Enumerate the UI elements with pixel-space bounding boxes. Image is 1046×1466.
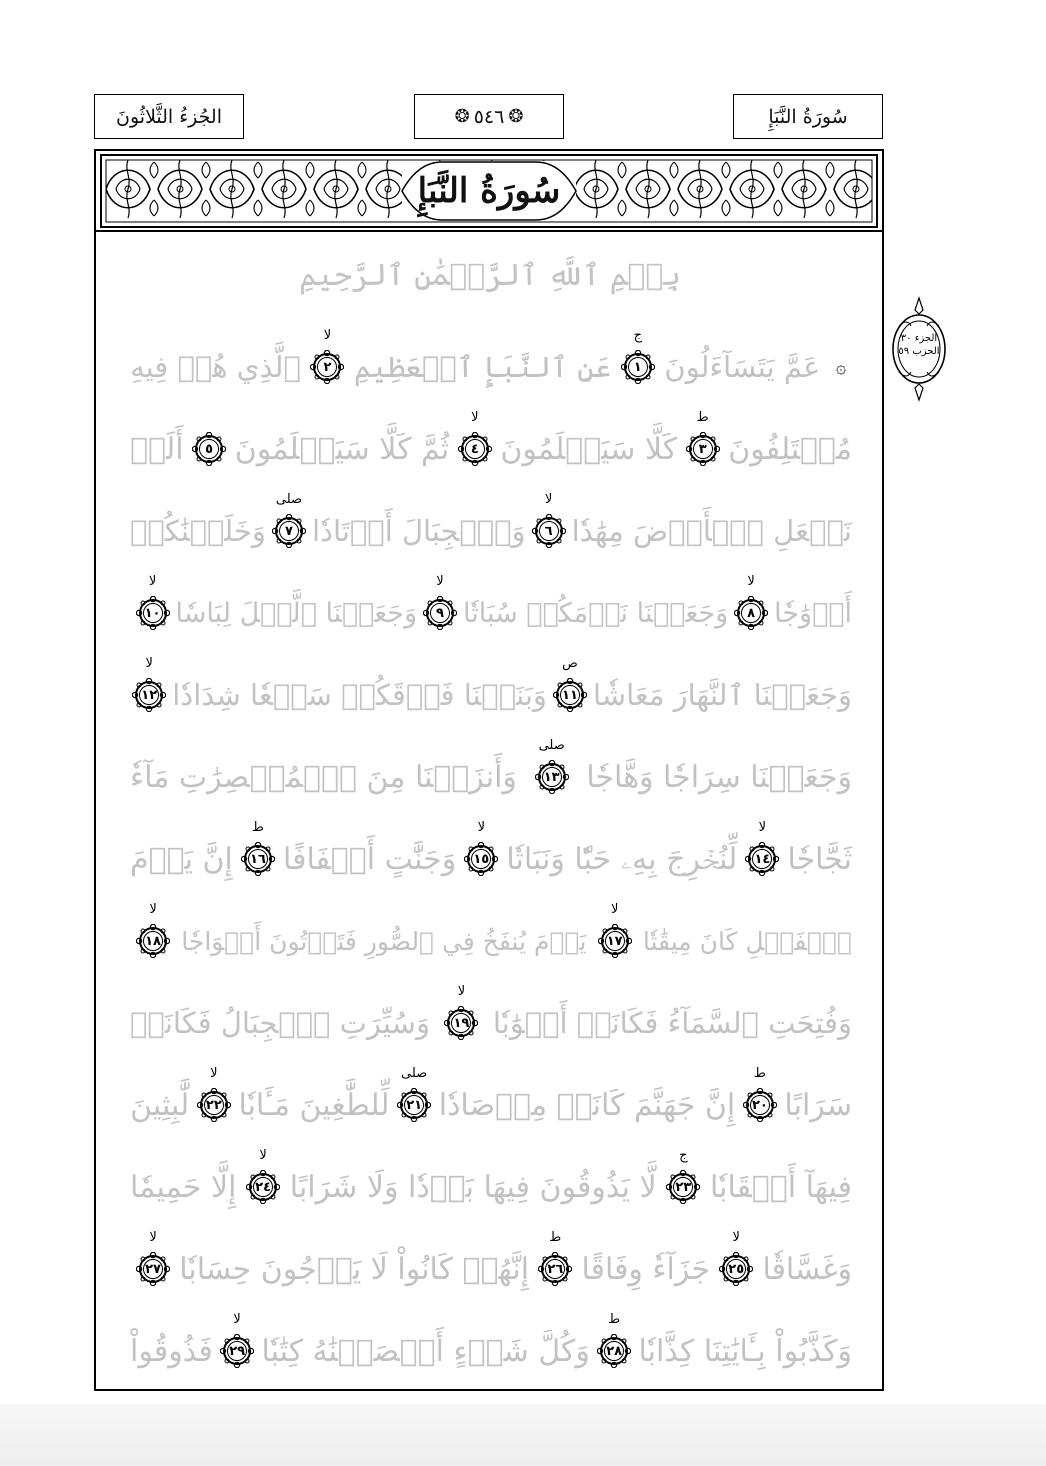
verse-text: وَكَذَّبُواْ بِـَٔايَٰتِنَا كِذَّابٗا [638,1333,852,1369]
verse-text: وَجَعَلۡنَا ٱلَّيۡلَ لِبَاسٗا [175,597,417,629]
waqf-sign: لا [148,574,157,589]
verse-text: يَوۡمَ يُنفَخُ فِي ٱلصُّورِ فَتَأۡتُونَ أَفۡوَاجٗا [181,926,587,956]
verse-lines [130,326,852,1392]
ayah-marker [423,574,457,630]
hizb-start-icon: ۞ [835,356,847,378]
page-number: ٥٤٦ [473,105,505,128]
waqf-sign: ط [549,1230,562,1245]
verse-line [130,1064,852,1146]
verse-text: كَلَّا سَيَعۡلَمُونَ [500,431,678,467]
ayah-marker [745,820,779,876]
ayah-number: ١٧ [606,933,623,949]
ayah-number: ٧ [285,523,293,539]
ayah-marker [246,1148,280,1204]
ayah-marker [397,1066,431,1122]
verse-text: أَزۡوَٰجٗا [774,597,852,629]
verse-line [130,1146,852,1228]
ayah-marker [197,1066,231,1122]
verse-text: لَّٰبِثِينَ [130,1087,190,1123]
ayah-marker [597,1312,631,1368]
waqf-sign: لا [149,1230,157,1245]
waqf-sign: صلى [275,492,303,507]
ayah-number: ١٨ [145,933,161,949]
basmala: بِسۡمِ ٱللَّهِ ٱلرَّحۡمَٰنِ ٱلرَّحِيمِ [299,257,681,293]
ayah-marker [192,432,226,466]
banner-divider [96,230,882,232]
ayah-number: ٢٨ [606,1343,623,1359]
ornament-right-icon: ❂ [454,106,470,127]
ayah-number: ١٥ [473,851,490,867]
ayah-marker [538,1230,572,1286]
ayah-number: ١٤ [754,851,771,867]
ayah-marker [719,1230,753,1286]
verse-text: فِيهَآ أَحۡقَابٗا [709,1169,852,1205]
waqf-sign: صلى [538,738,565,753]
ayah-marker [743,1066,777,1122]
ayah-marker [621,328,655,384]
verse-text: إِنَّهُمۡ كَانُواْ لَا يَرۡجُونَ حِسَابٗا [179,1251,530,1287]
surah-label-box [733,94,883,139]
verse-text: وَسُيِّرَتِ ٱلۡجِبَالُ فَكَانَتۡ [130,1006,430,1040]
ayah-marker [553,656,587,712]
verse-text: إِلَّا حَمِيمٗا [130,1169,237,1205]
waqf-sign: لا [544,492,553,507]
ayah-number: ١١ [562,687,578,703]
surah-label: سُورَةُ النَّبَإِ [768,105,848,128]
ayah-number: ١٢ [141,687,158,703]
waqf-sign: لا [610,902,619,917]
waqf-sign: لا [210,1066,218,1081]
ayah-number: ٢١ [406,1097,423,1113]
ayah-marker [132,656,166,712]
waqf-sign: ج [633,328,642,343]
verse-text: عَمَّ يَتَسَآءَلُونَ [664,350,821,384]
ayah-marker [532,492,566,548]
waqf-sign: ط [696,410,709,425]
verse-text: عَنِ ٱلنَّبَإِ ٱلۡعَظِيمِ [354,350,612,384]
waqf-sign: لا [259,1148,267,1163]
ayah-number: ٤ [470,441,479,457]
waqf-sign: لا [436,574,444,589]
ayah-marker [598,902,632,958]
ayah-marker [444,984,478,1040]
ayah-marker [310,328,344,384]
verse-text: وَٱلۡجِبَالَ أَوۡتَادٗا [312,514,526,548]
hizb-juz-text: الجزء ٣٠ [900,333,938,344]
juz-label-box [94,94,244,139]
ayah-number: ١٣ [543,769,560,785]
verse-text: لِّنُخۡرِجَ بِهِۦ حَبّٗا وَنَبَاتٗا [506,841,738,877]
ayah-number: ١٦ [249,851,266,867]
verse-text: ثُمَّ كَلَّا سَيَعۡلَمُونَ [234,431,450,467]
waqf-sign: لا [477,820,485,835]
ayah-number: ٢٦ [547,1261,564,1277]
ayah-marker [241,820,275,876]
ayah-number: ٩ [436,605,444,621]
waqf-sign: ج [679,1148,688,1163]
ayah-number: ٢٢ [205,1097,222,1113]
waqf-sign: لا [149,902,157,917]
surah-title: سُورَةُ النَّبَإِ [417,171,561,211]
verse-text: أَلَمۡ [130,431,184,467]
ayah-number: ٢٤ [255,1179,272,1195]
waqf-sign: لا [145,656,153,671]
verse-text: وَكُلَّ شَيۡءٍ أَحۡصَيۡنَٰهُ كِتَٰبٗا [261,1333,590,1369]
waqf-sign: صلى [401,1066,428,1081]
verse-text: مُخۡتَلِفُونَ [728,431,852,467]
ayah-marker [666,1148,700,1204]
verse-text: وَجَعَلۡنَا سِرَاجٗا وَهَّاجٗا [586,759,852,795]
verse-text: سَرَابًا [784,1087,852,1123]
ayah-number: ٢ [323,359,332,375]
hizb-number-text: الحزب ٥٩ [898,346,940,357]
verse-text: نَجۡعَلِ ٱلۡأَرۡضَ مِهَٰدٗا [571,514,852,548]
verse-text: وَأَنزَلۡنَا مِنَ ٱلۡمُعۡصِرَٰتِ مَآءٗ [130,759,517,795]
ayah-marker [686,410,720,466]
ayah-marker [136,1230,170,1286]
verse-line [130,1310,852,1392]
ayah-number: ٦ [544,523,553,539]
ayah-marker [220,1312,254,1368]
waqf-sign: لا [323,328,332,343]
verse-text: وَغَسَّاقٗا [762,1251,852,1287]
verse-text: وَجَعَلۡنَا نَوۡمَكُمۡ سُبَاتٗا [462,597,729,629]
ayah-number: ٣ [698,441,707,457]
verse-text: وَجَعَلۡنَا ٱلنَّهَارَ مَعَاشٗا [592,678,852,712]
ayah-marker [535,738,569,794]
ayah-number: ١٩ [453,1015,470,1031]
hizb-medallion [891,296,947,402]
verse-text: وَجَنَّٰتٍ أَلۡفَافًا [283,841,457,877]
verse-line [130,900,852,982]
verse-text: وَبَنَيۡنَا فَوۡقَكُمۡ سَبۡعٗا شِدَادٗا [172,678,547,712]
waqf-sign: لا [471,410,479,425]
ayah-number: ٨ [747,605,756,621]
verse-text: لَّا يَذُوقُونَ فِيهَا بَرۡدٗا وَلَا شَرَابًا [289,1169,657,1205]
verse-text: ثَجَّاجٗا [787,841,852,877]
verse-line [130,736,852,818]
ayah-marker [458,410,492,466]
verse-line [130,490,852,572]
waqf-sign: لا [233,1312,241,1327]
waqf-sign: ط [753,1066,766,1081]
verse-line [130,818,852,900]
verse-line [130,982,852,1064]
waqf-sign: لا [758,820,767,835]
ornament-left-icon: ❂ [508,106,524,127]
waqf-sign: ط [251,820,264,835]
verse-text: فَذُوقُواْ [130,1333,213,1369]
waqf-sign: لا [732,1230,740,1245]
juz-label: الجُزءُ الثَّلاثُونَ [116,105,222,128]
ayah-number: ٢٥ [728,1261,745,1277]
waqf-sign: لا [747,574,755,589]
page-number-box [414,94,564,139]
verse-line [130,326,852,408]
ayah-number: ١ [633,359,642,375]
verse-text: لِّلطَّٰغِينَ مَـَٔابٗا [238,1087,390,1123]
ayah-marker [136,574,170,630]
ayah-number: ١٠ [144,605,161,621]
ayah-number: ٥ [205,441,214,457]
verse-text: إِنَّ يَوۡمَ [130,841,233,877]
verse-text: ٱلَّذِي هُمۡ فِيهِ [130,350,301,384]
verse-text: ٱلۡفَصۡلِ كَانَ مِيقَٰتٗا [642,926,852,956]
bottom-bar [0,1404,1046,1466]
verse-text: جَزَآءٗ وِفَاقًا [581,1251,710,1287]
verse-line [130,572,852,654]
ayah-number: ٢٧ [145,1261,161,1277]
verse-text: وَخَلَقۡنَٰكُمۡ [130,514,266,548]
waqf-sign: لا [457,984,466,999]
ayah-marker [272,492,306,548]
verse-text: وَفُتِحَتِ ٱلسَّمَآءُ فَكَانَتۡ أَبۡوَٰبٗا [492,1006,852,1040]
waqf-sign: ص [562,656,578,671]
ayah-number: ٢٣ [675,1179,692,1195]
ayah-marker [734,574,768,630]
verse-text: إِنَّ جَهَنَّمَ كَانَتۡ مِرۡصَادٗا [438,1087,736,1123]
ayah-number: ٢٩ [229,1343,246,1359]
verse-line [130,408,852,490]
verse-line [130,654,852,736]
ayah-marker [464,820,498,876]
verse-line [130,1228,852,1310]
waqf-sign: ط [608,1312,621,1327]
ayah-number: ٢٠ [751,1097,768,1113]
ayah-marker [136,902,170,958]
